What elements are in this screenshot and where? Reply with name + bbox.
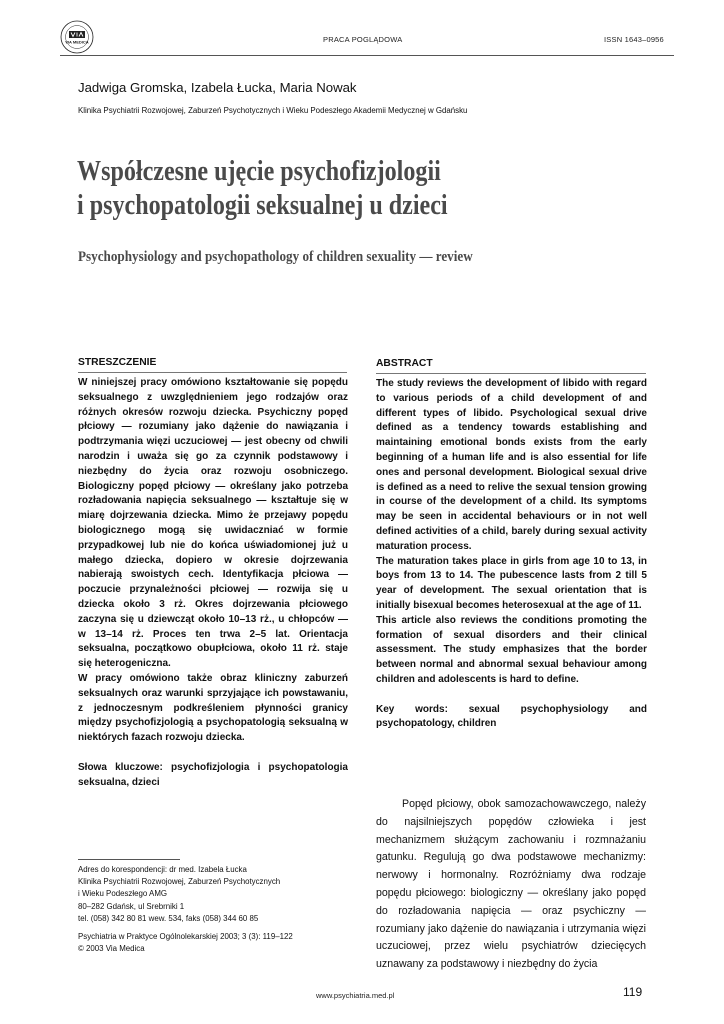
abstract-keywords: Key words: sexual psychophysiology and psychopatology, children bbox=[376, 703, 647, 730]
title-line-1: Współczesne ujęcie psychofizjologii bbox=[77, 156, 441, 187]
citation-line-1: Psychiatria w Praktyce Ogólnolekarskiej 2003; 3 (3): 119–122 bbox=[78, 932, 293, 941]
citation-line-2: © 2003 Via Medica bbox=[78, 944, 145, 954]
publisher-logo bbox=[60, 20, 94, 54]
header-rule bbox=[60, 55, 674, 56]
abstract-paragraph-3: This article also reviews the conditions promoting the formation of sexual disorders and their clinical assessment. The study emphasizes that the border between normal and abnormal sexual behaviour among children and adolescents is hard to define. bbox=[376, 614, 647, 685]
body-paragraph-text: Popęd płciowy, obok samozachowawczego, należy do najsilniejszych popędów człowieka i jest mechanizmem służącym zachowaniu i rozmnażaniu gatunku. Regulują go dwa podstawowe mechanizmy: nerwowy i hormonalny. Rozróżniamy dwa rodzaje popędu płciowego: biologiczny — określany jako popęd do rozładowania napięcia — oraz psychiczny — rozumiany jako dążenie do nawiązania i utrzymania więzi uczuciowej, przez wielu psychiatrów dziecięcych uznawany za podstawowy i niezbędny do życia bbox=[376, 798, 646, 971]
abstract-heading: ABSTRACT bbox=[376, 358, 433, 369]
footnote-rule bbox=[78, 859, 180, 860]
correspondence-line-5: tel. (058) 342 80 81 wew. 534, faks (058) 344 60 85 bbox=[78, 913, 259, 923]
streszczenie-body bbox=[78, 376, 348, 790]
affiliation: Klinika Psychiatrii Rozwojowej, Zaburzeń Psychotycznych i Wieku Podeszłego Akademii Medycznej w Gdańsku bbox=[78, 106, 468, 115]
streszczenie-paragraph-1: W niniejszej pracy omówiono kształtowanie się popędu seksualnego z uwzględnieniem jego rodzajów oraz różnych okresów rozwoju dziecka. Psychiczny popęd płciowy — rozumiany jako dążenie do nawiązania i podtrzymania więzi uczuciowej — jest obecny od chwili narodzin i uważa się go za czynnik podstawowy i niezbędny do życia oraz rozwoju osobniczego. Biologiczny popęd płciowy — określany jako potrzeba rozładowania napięcia seksualnego — kształtuje się w miarę dojrzewania dziecka. Mimo że przejawy popędu biologicznego mogą się uwidaczniać w formie przypadkowej lub nie do końca uświadomionej już u małego dziecka, dopiero w okresie dojrzewania nabierają swoistych cech. Identyfikacja płciowa — poczucie przynależności płciowej — rozwija się u dziecka około 3 rż. Okres dojrzewania płciowego zaczyna się u dziewcząt około 10–13 rż., u chłopców — w 13–14 rż. Proces ten trwa 2–5 lat. Orientacja seksualna, początkowo obupłciowa, około 11 rż. staje się heterogeniczna. bbox=[78, 377, 348, 670]
streszczenie-rule bbox=[78, 372, 347, 373]
article-title-english: Psychophysiology and psychopathology of children sexuality — review bbox=[78, 249, 473, 265]
streszczenie-paragraph-2: W pracy omówiono także obraz kliniczny zaburzeń seksualnych oraz warunki sprzyjające ich powstawaniu, z jednoczesnym podkreśleniem płynności granicy między psychofizjologią a psychopatologią seksualną w niektórych fazach rozwoju dziecka. bbox=[78, 672, 348, 744]
issn: ISSN 1643–0956 bbox=[604, 35, 664, 44]
article-category: PRACA POGLĄDOWA bbox=[323, 35, 403, 44]
abstract-paragraph-1: The study reviews the development of libido with regard to various periods of a child development of and different types of libido. Psychological sexual drive defined as a tendency towards establishing and maintaining emotional bonds exists from the early beginning of a human life and is also essential for life ones and personal development. Biological sexual drive is defined as a need to relive the sexual tension growing in course of the development of a child. Its symptoms may be seen in accidental behaviours or in not well defined activities of a child, barely during sexual activity maturation process. bbox=[376, 378, 647, 552]
abstract-body bbox=[376, 377, 647, 732]
body-paragraph bbox=[376, 796, 646, 974]
correspondence-line-4: 80–282 Gdańsk, ul Srebrniki 1 bbox=[78, 901, 185, 911]
footer-url[interactable]: www.psychiatria.med.pl bbox=[316, 991, 395, 1000]
correspondence-address bbox=[78, 864, 368, 925]
page-number: 119 bbox=[623, 985, 643, 999]
abstract-paragraph-2: The maturation takes place in girls from age 10 to 13, in boys from 13 to 14. The pubescence lasts from 2 till 5 year of development. The sexual orientation that is initially bisexual becomes heterosexual at the age of 11. bbox=[376, 555, 647, 611]
authors: Jadwiga Gromska, Izabela Łucka, Maria Nowak bbox=[78, 80, 357, 95]
title-line-2: i psychopatologii seksualnej u dzieci bbox=[77, 190, 448, 221]
correspondence-line-2: Klinika Psychiatrii Rozwojowej, Zaburzeń Psychotycznych bbox=[78, 877, 281, 887]
streszczenie-heading: STRESZCZENIE bbox=[78, 357, 157, 368]
streszczenie-keywords: Słowa kluczowe: psychofizjologia i psychopatologia seksualna, dzieci bbox=[78, 761, 348, 788]
correspondence-line-3: i Wieku Podeszłego AMG bbox=[78, 889, 168, 899]
article-title bbox=[77, 155, 593, 223]
abstract-rule bbox=[376, 373, 646, 374]
journal-citation bbox=[78, 931, 368, 955]
logo-text: VIA MEDICA bbox=[65, 39, 89, 45]
correspondence-line-1: Adres do korespondencji: dr med. Izabela Łucka bbox=[78, 865, 247, 874]
